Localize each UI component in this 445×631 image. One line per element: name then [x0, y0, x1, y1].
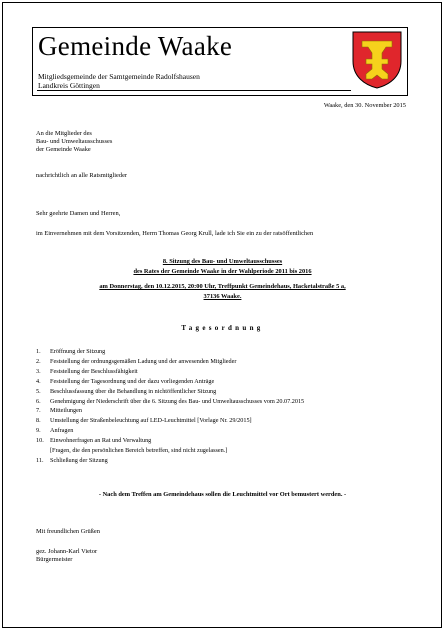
note-line: - Nach dem Treffen am Gemeindehaus sollen die Leuchtmittel vor Ort bemustert werden. - — [98, 491, 347, 498]
meeting-line-4: 37136 Waake. — [203, 293, 242, 300]
agenda-item: 10. Einwohnerfragen an Rat und Verwaltung — [36, 437, 152, 445]
recipient-line-1: An die Mitglieder des — [36, 130, 92, 137]
cc-line: nachrichtlich an alle Ratsmitglieder — [36, 172, 128, 179]
agenda-list — [36, 347, 416, 465]
closing-line: Mit freundlichen Grüßen — [36, 528, 100, 535]
agenda-item-note: [Fragen, die den persönlichen Bereich betreffen, sind nicht zugelassen.] — [50, 447, 228, 455]
agenda-item: 5. Beschlussfassung über die Behandlung in nichtöffentlicher Sitzung — [36, 387, 217, 395]
meeting-line-3: am Donnerstag, den 10.12.2015, 20:00 Uhr, Treffpunkt Gemeindehaus, Hacketalstraße 5 a, — [99, 283, 346, 290]
intro-text: im Einvernehmen mit dem Vorsitzenden, Herrn Thomas Georg Krull, lade ich Sie ein zu der ratsöffentlichen — [36, 230, 314, 237]
agenda-item: 3. Feststellung der Beschlussfähigkeit — [36, 367, 138, 375]
letterhead-rule — [37, 90, 351, 91]
agenda-item: 1. Eröffnung der Sitzung — [36, 348, 106, 355]
agenda-item: 8. Umstellung der Straßenbeleuchtung auf LED-Leuchtmittel [Vorlage Nr. 29/2015] — [36, 417, 252, 425]
agenda-item: 2. Feststellung der ordnungsgemäßen Ladung und der anwesenden Mitglieder — [36, 357, 237, 365]
agenda-item: 9. Anfragen — [36, 427, 74, 435]
salutation: Sehr geehrte Damen und Herren, — [36, 210, 121, 217]
agenda-item: 11. Schließung der Sitzung — [36, 456, 108, 464]
coat-of-arms-icon — [352, 31, 402, 89]
agenda-item: 4. Feststellung der Tagesordnung und der dazu vorliegenden Anträge — [36, 377, 215, 385]
recipient-line-3: der Gemeinde Waake — [36, 146, 91, 153]
meeting-line-1: 8. Sitzung des Bau- und Umweltausschusses — [162, 258, 283, 265]
municipality-title: Gemeinde Waake — [38, 31, 233, 61]
district-subtitle: Landkreis Göttingen — [38, 81, 100, 90]
recipient-line-2: Bau- und Umweltausschusses — [36, 138, 113, 145]
date-line: Waake, den 30. November 2015 — [323, 102, 406, 109]
agenda-title: Tagesordnung — [181, 324, 264, 332]
meeting-line-2: des Rates der Gemeinde Waake in der Wahlperiode 2011 bis 2016 — [133, 268, 312, 275]
agenda-item: 7. Mitteilungen — [36, 407, 82, 415]
signature-name: gez. Johann-Karl Vietor — [36, 548, 98, 555]
municipality-subtitle: Mitgliedsgemeinde der Samtgemeinde Radolfshausen — [38, 72, 200, 81]
agenda-item: 6. Genehmigung der Niederschrift über die 6. Sitzung des Bau- und Umweltausschusses vom 20.07.2015 — [36, 397, 305, 405]
letterhead — [32, 27, 408, 96]
signature-role: Bürgermeister — [36, 556, 73, 563]
